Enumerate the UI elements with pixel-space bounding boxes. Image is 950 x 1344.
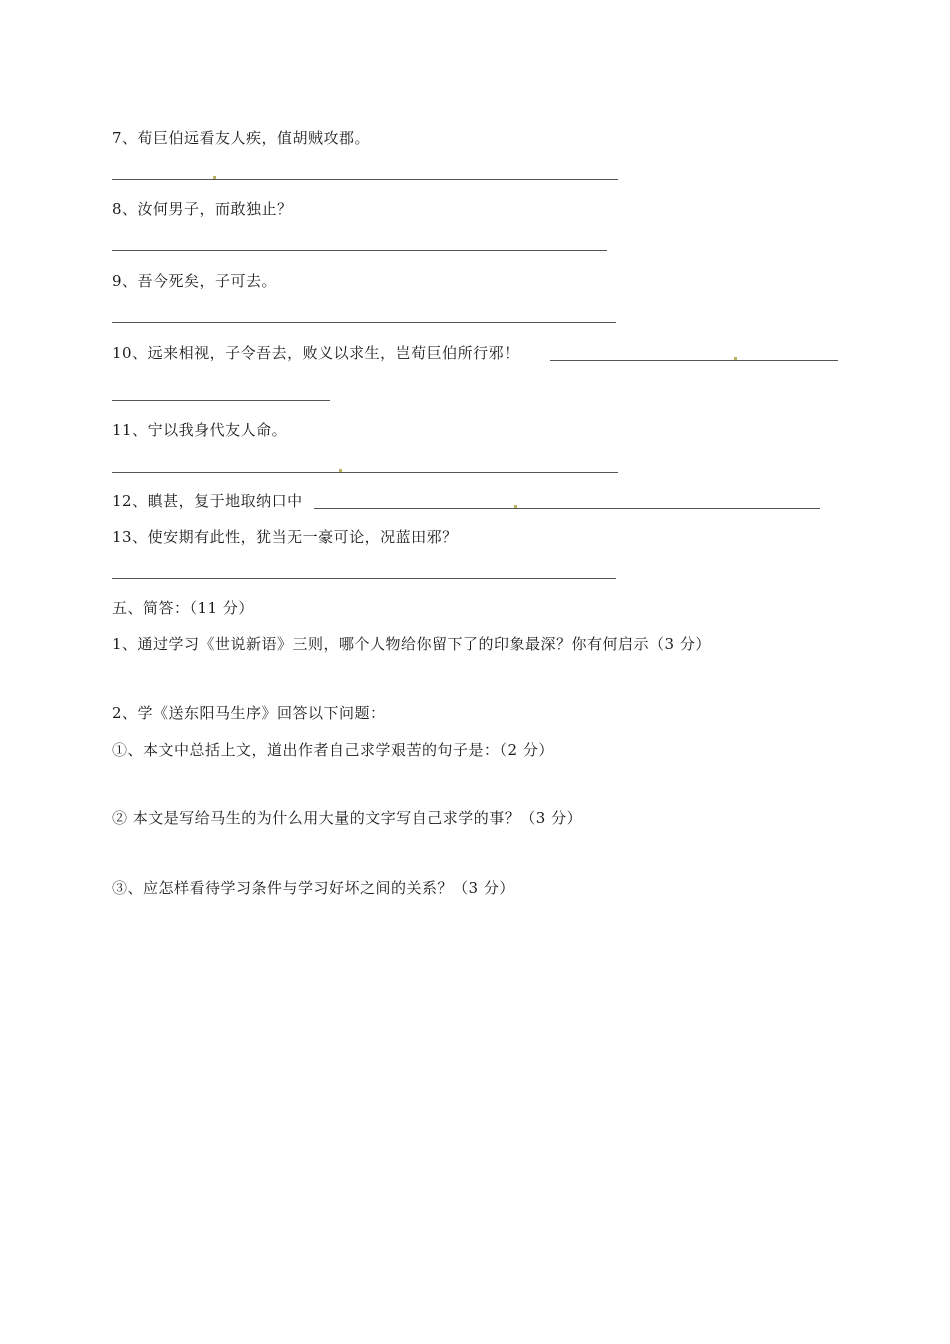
- mark-dot: [213, 176, 216, 179]
- mark-dot: [734, 357, 737, 360]
- answer-line-11[interactable]: [112, 472, 618, 473]
- question-s1: 1、通过学习《世说新语》三则，哪个人物给你留下了的印象最深？你有何启示（3 分）: [112, 635, 711, 653]
- question-9: 9、吾今死矣，子可去。: [112, 272, 278, 290]
- answer-line-13[interactable]: [112, 578, 616, 579]
- question-13: 13、使安期有此性，犹当无一豪可论，况蓝田邪？: [112, 528, 458, 546]
- question-s2-2: ② 本文是写给马生的为什么用大量的文字写自己求学的事？（3 分）: [112, 809, 583, 827]
- answer-line-7[interactable]: [112, 179, 618, 180]
- question-12: 12、瞋甚，复于地取纳口中: [112, 492, 303, 510]
- question-s2-3: ③、应怎样看待学习条件与学习好坏之间的关系？（3 分）: [112, 879, 515, 897]
- question-10: 10、远来相视，子令吾去，败义以求生，岂荀巨伯所行邪！: [112, 344, 520, 362]
- question-8: 8、汝何男子，而敢独止？: [112, 200, 293, 218]
- answer-line-10b[interactable]: [112, 400, 330, 401]
- mark-dot: [514, 505, 517, 508]
- question-11: 11、宁以我身代友人命。: [112, 421, 288, 439]
- question-s2: 2、学《送东阳马生序》回答以下问题：: [112, 704, 386, 722]
- question-s2-1: ①、本文中总括上文，道出作者自己求学艰苦的句子是：（2 分）: [112, 741, 554, 759]
- answer-line-8[interactable]: [112, 250, 607, 251]
- answer-line-10a[interactable]: [550, 360, 838, 361]
- answer-line-9[interactable]: [112, 322, 616, 323]
- answer-line-12[interactable]: [314, 508, 820, 509]
- section-heading: 五、简答：（11 分）: [112, 599, 254, 617]
- question-7: 7、荀巨伯远看友人疾，值胡贼攻郡。: [112, 129, 371, 147]
- mark-dot: [339, 469, 342, 472]
